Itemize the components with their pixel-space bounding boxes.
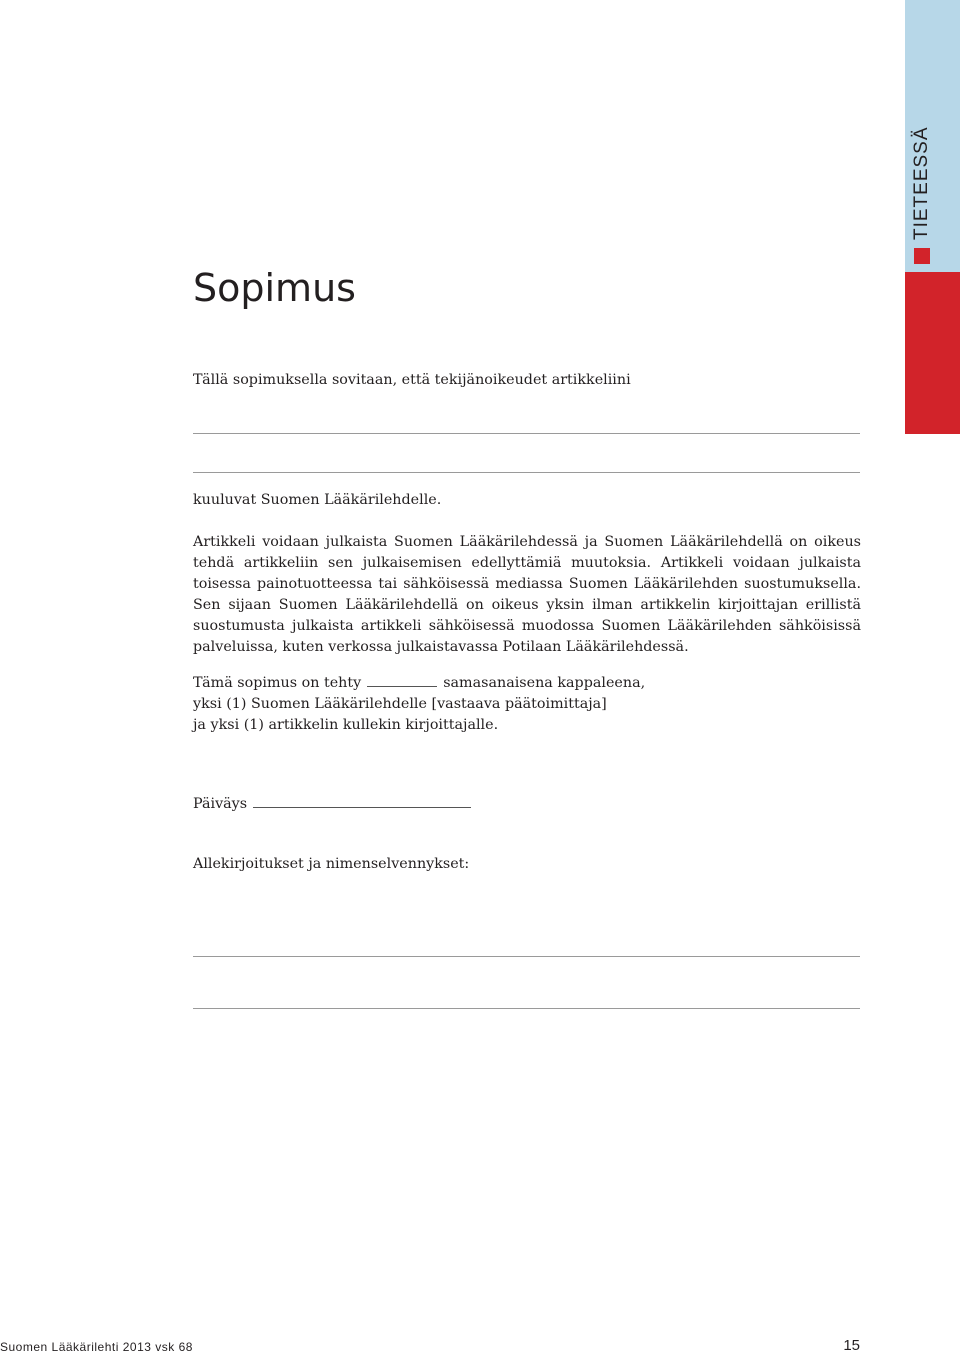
body-line-1: kuuluvat Suomen Lääkärilehdelle. bbox=[193, 492, 442, 508]
agreement-line-1-start: Tämä sopimus on tehty bbox=[193, 675, 362, 691]
agreement-line-2: yksi (1) Suomen Lääkärilehdelle [vastaava päätoimittaja] bbox=[193, 696, 607, 712]
page-title: Sopimus bbox=[193, 266, 356, 310]
section-label-text: TIETEESSÄ bbox=[911, 126, 932, 240]
agreement-line-1-end: samasanaisena kappaleena, bbox=[443, 675, 646, 691]
date-row bbox=[193, 794, 861, 815]
body-paragraph: Artikkeli voidaan julkaista Suomen Lääkärilehdessä ja Suomen Lääkärilehdellä on oikeus tehdä artikkeliin sen julkaisemisen edellyttämiä muutoksia. Artikkeli voidaan julkaista toisessa painotuotteessa tai sähköisessä mediassa Suomen Lääkärilehden suostumuksella. Sen sijaan Suomen Lääkärilehdellä on oikeus yksin ilman artikkelin kirjoittajan erillistä suostumusta julkaista artikkeli sähköisessä muodossa Suomen Lääkärilehden sähköisissä palveluissa, kuten verkossa julkaistavassa Potilaan Lääkärilehdessä. bbox=[193, 534, 861, 655]
fill-in-line-2[interactable] bbox=[193, 472, 860, 473]
copies-count-blank[interactable] bbox=[367, 685, 437, 687]
agreement-line-1 bbox=[193, 673, 861, 694]
page-number: 15 bbox=[843, 1337, 860, 1354]
publication-info: Suomen Lääkärilehti 2013 vsk 68 bbox=[0, 1340, 193, 1354]
section-square-icon bbox=[914, 248, 930, 264]
intro-text: Tällä sopimuksella sovitaan, että tekijänoikeudet artikkeliini bbox=[193, 372, 631, 388]
agreement-line-3: ja yksi (1) artikkelin kullekin kirjoittajalle. bbox=[193, 717, 499, 733]
date-label: Päiväys bbox=[193, 796, 248, 812]
fill-in-line-1[interactable] bbox=[193, 433, 860, 434]
signature-line-2[interactable] bbox=[193, 1008, 860, 1009]
date-blank[interactable] bbox=[253, 806, 471, 808]
section-label bbox=[911, 126, 932, 394]
signature-line-1[interactable] bbox=[193, 956, 860, 957]
signatures-label: Allekirjoitukset ja nimenselvennykset: bbox=[193, 856, 470, 872]
